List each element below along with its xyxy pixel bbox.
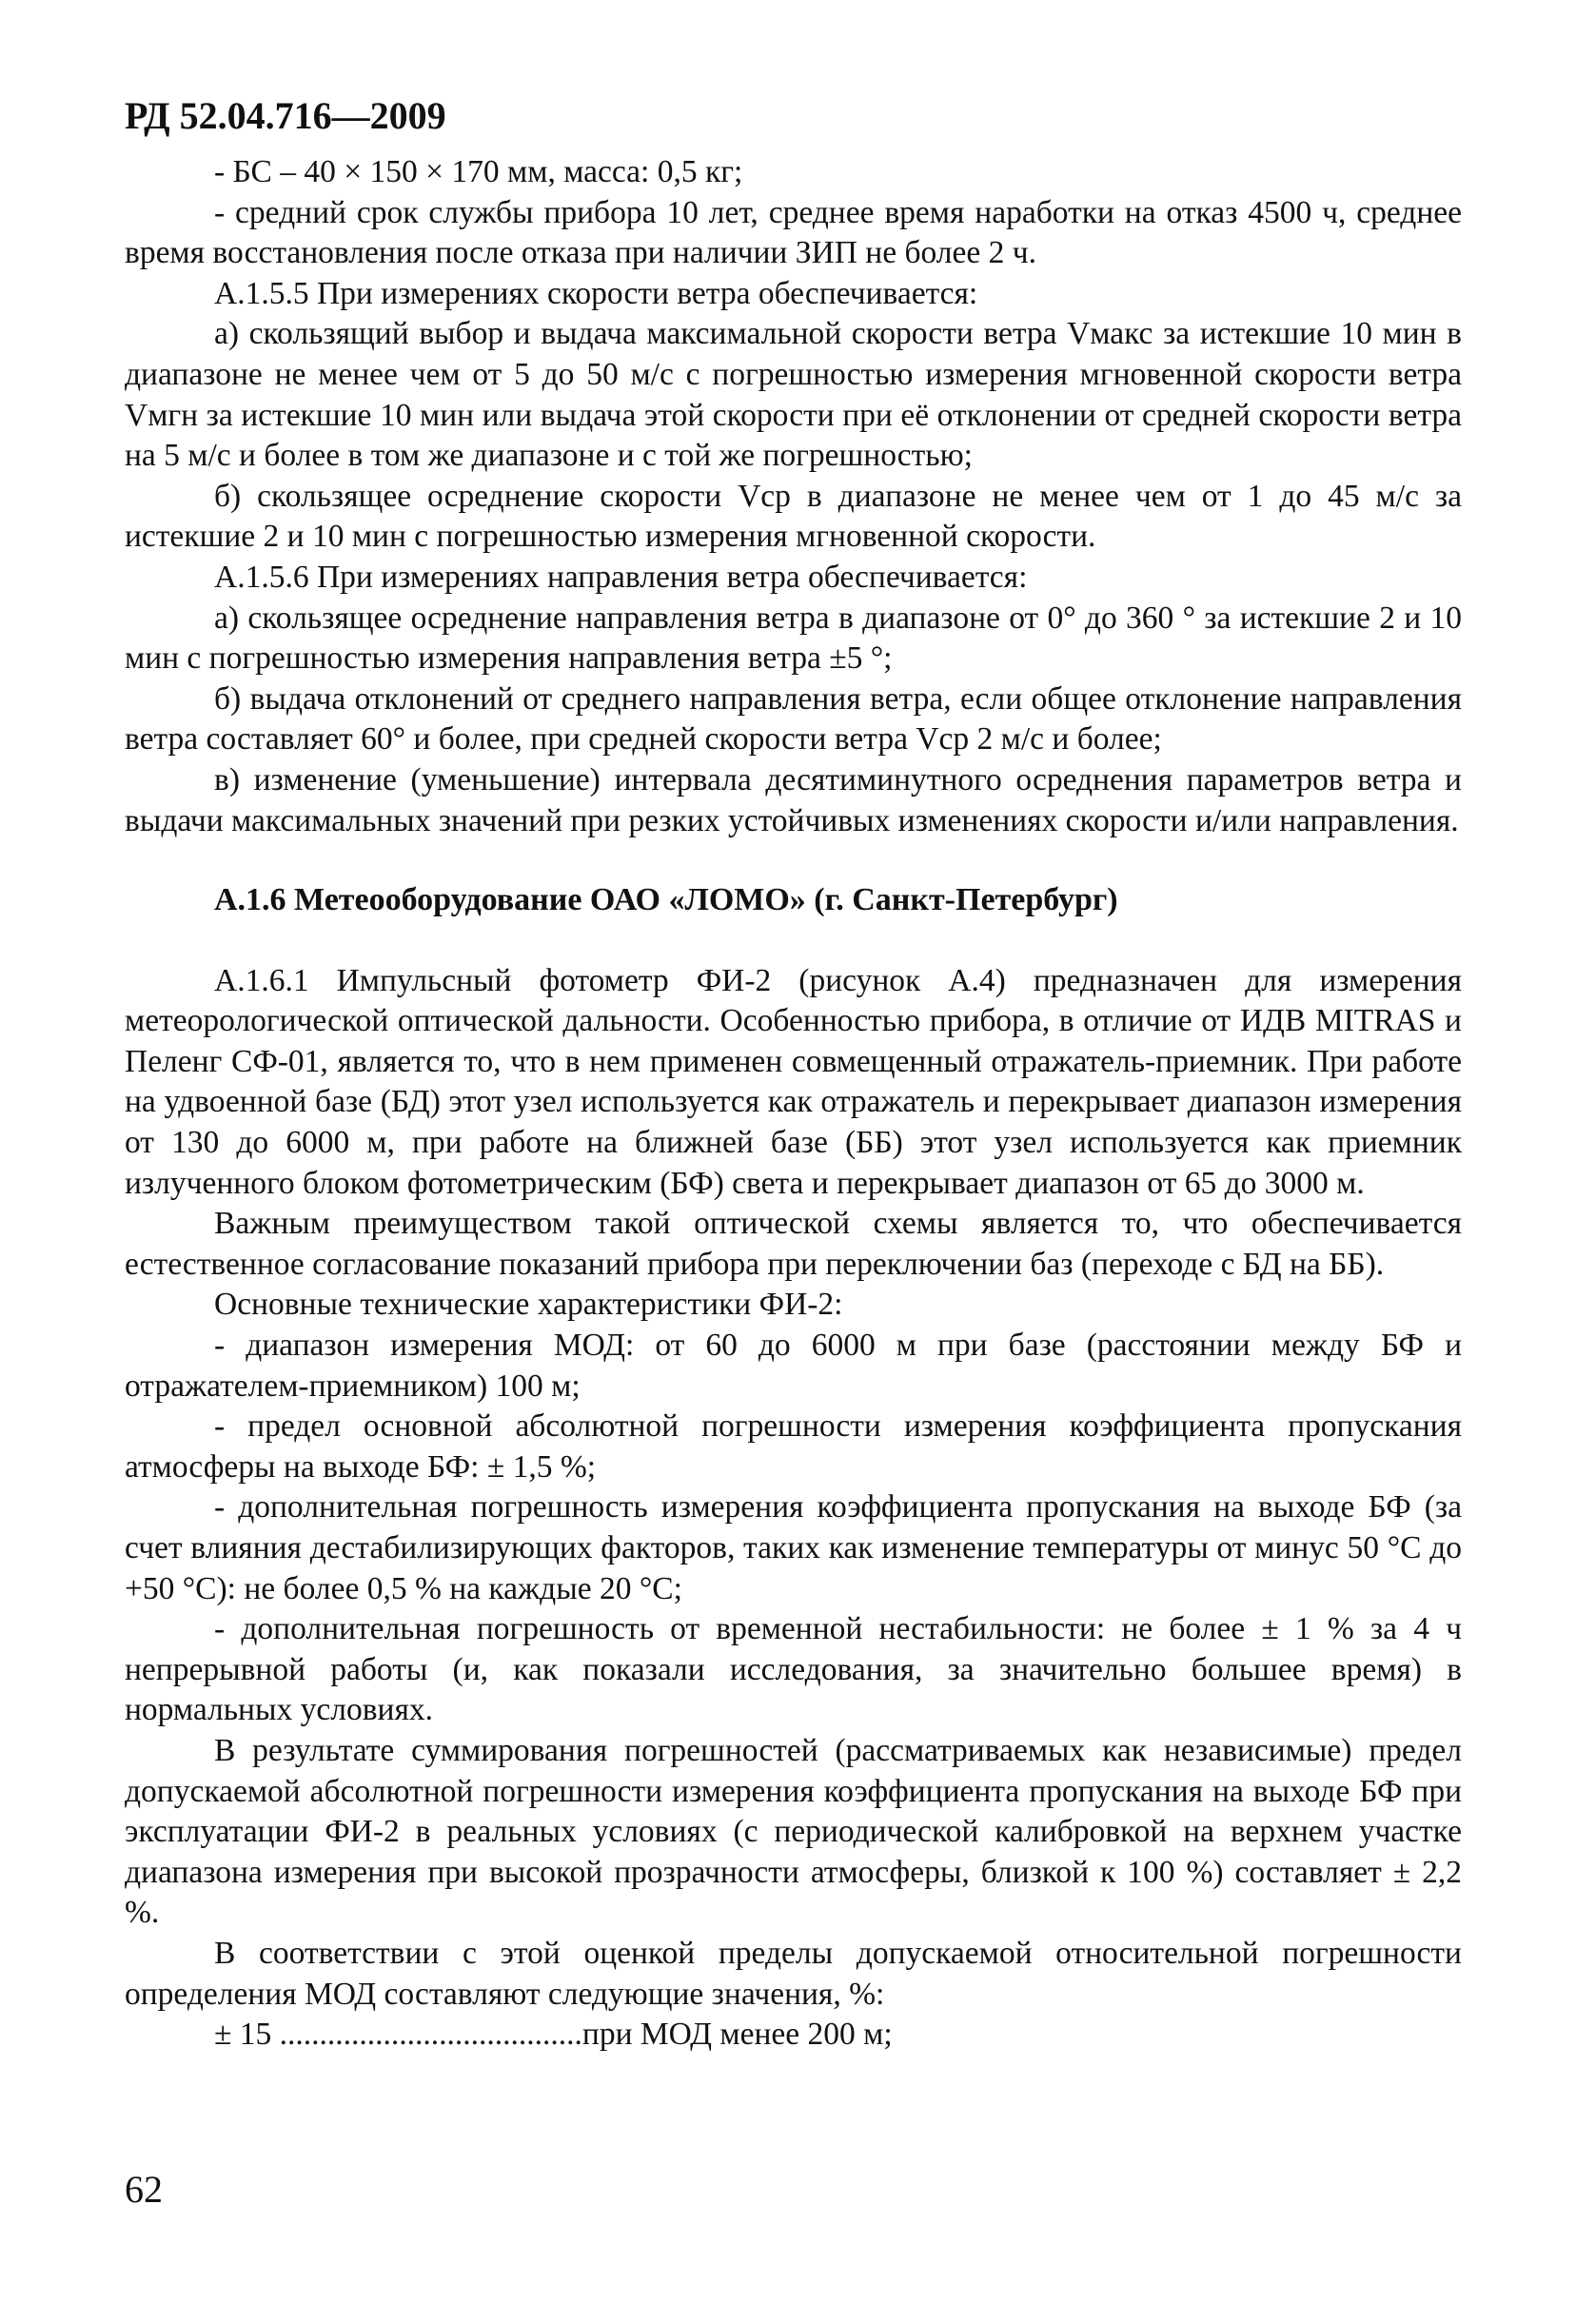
paragraph: Основные технические характеристики ФИ-2:: [214, 1287, 843, 1323]
paragraph: - дополнительная погрешность измерения коэффициента пропускания на выходе БФ (за счет влияния дестабилизирующих факторов, таких как изменение температуры от минус 50 °С до +50 °С): не более 0,5 % на каждые 20 °С;: [125, 1489, 1462, 1606]
error-limit-line: [125, 2015, 1462, 2056]
paragraph: в) изменение (уменьшение) интервала десятиминутного осреднения параметров ветра и выдачи максимальных значений при резких устойчивых изменениях скорости и/или направления.: [125, 761, 1462, 838]
paragraph: - средний срок службы прибора 10 лет, среднее время наработки на отказ 4500 ч, среднее время восстановления после отказа при наличии ЗИП не более 2 ч.: [125, 194, 1462, 271]
paragraph: А.1.5.6 При измерениях направления ветра обеспечивается:: [214, 559, 1028, 595]
error-limit-value: ± 15: [214, 2017, 272, 2053]
paragraph: б) скользящее осреднение скорости Vср в диапазоне не менее чем от 1 до 45 м/с за истекшие 2 и 10 мин с погрешностью измерения мгновенной скорости.: [125, 478, 1462, 555]
section-heading: А.1.6 Метеооборудование ОАО «ЛОМО» (г. Санкт-Петербург): [214, 882, 1118, 918]
error-limit-condition: при МОД менее 200 м;: [581, 2017, 893, 2053]
paragraph: Важным преимуществом такой оптической схемы является то, что обеспечивается естественное согласование показаний прибора при переключении баз (переходе с БД на ББ).: [125, 1206, 1462, 1282]
paragraph: А.1.6.1 Импульсный фотометр ФИ-2 (рисунок А.4) предназначен для измерения метеорологической оптической дальности. Особенностью прибора, в отличие от ИДВ MITRAS и Пеленг СФ-01, является то, что в нем применен совмещенный отражатель-приемник. При работе на удвоенной базе (БД) этот узел используется как отражатель и перекрывает диапазон измерения от 130 до 6000 м, при работе на ближней базе (ББ) этот узел используется как приемник излученного блоком фотометрическим (БФ) света и перекрывает диапазон от 65 до 3000 м.: [125, 962, 1462, 1201]
page-number: 62: [125, 2168, 163, 2211]
paragraph: - БС – 40 × 150 × 170 мм, масса: 0,5 кг;: [214, 154, 743, 189]
paragraph: а) скользящий выбор и выдача максимальной скорости ветра Vмакс за истекшие 10 мин в диапазоне не менее чем от 5 до 50 м/с с погрешностью измерения мгновенной скорости ветра Vмгн за истекшие 10 мин или выдача этой скорости при её отклонении от средней скорости ветра на 5 м/с и более в том же диапазоне и с той же погрешностью;: [125, 316, 1462, 474]
paragraph: - диапазон измерения МОД: от 60 до 6000 м при базе (расстоянии между БФ и отражателем-приемником) 100 м;: [125, 1328, 1462, 1404]
document-body: [125, 152, 1462, 2056]
dot-leader: ......................................: [279, 2017, 582, 2053]
document-header: РД 52.04.716—2009: [125, 94, 446, 137]
paragraph: б) выдача отклонений от среднего направления ветра, если общее отклонение направления ветра составляет 60° и более, при средней скорости ветра Vср 2 м/с и более;: [125, 680, 1462, 758]
paragraph: а) скользящее осреднение направления ветра в диапазоне от 0° до 360 ° за истекшие 2 и 10 мин с погрешностью измерения направления ветра ±5 °;: [125, 600, 1462, 677]
paragraph: - предел основной абсолютной погрешности измерения коэффициента пропускания атмосферы на выходе БФ: ± 1,5 %;: [125, 1408, 1462, 1485]
paragraph: В результате суммирования погрешностей (рассматриваемых как независимые) предел допускаемой абсолютной погрешности измерения коэффициента пропускания на выходе БФ при эксплуатации ФИ-2 в реальных условиях (с периодической калибровкой на верхнем участке диапазона измерения при высокой прозрачности атмосферы, близкой к 100 %) составляет ± 2,2 %.: [125, 1732, 1462, 1931]
paragraph: - дополнительная погрешность от временной нестабильности: не более ± 1 % за 4 ч непрерывной работы (и, как показали исследования, за значительно большее время) в нормальных условиях.: [125, 1611, 1462, 1728]
paragraph: В соответствии с этой оценкой пределы допускаемой относительной погрешности определения МОД составляют следующие значения, %:: [125, 1935, 1462, 2012]
paragraph: А.1.5.5 При измерениях скорости ветра обеспечивается:: [214, 275, 978, 311]
